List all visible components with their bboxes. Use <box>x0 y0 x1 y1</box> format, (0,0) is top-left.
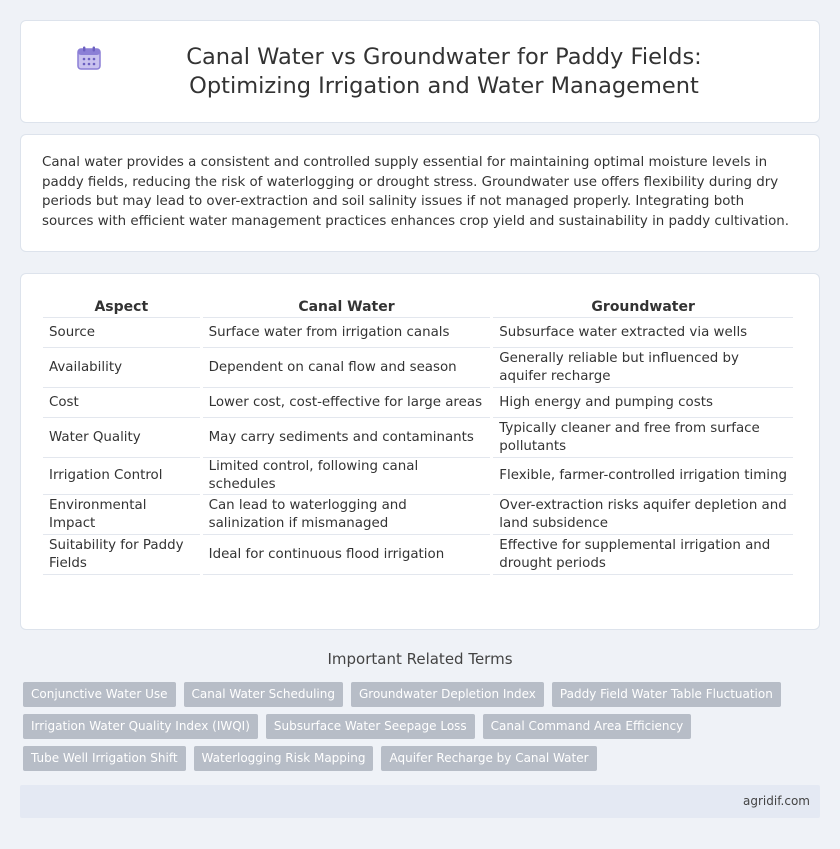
table-row <box>43 418 793 458</box>
cell-canal: Ideal for continuous flood irrigation <box>203 535 491 575</box>
tag-link[interactable]: Canal Command Area Efficiency <box>483 714 692 739</box>
header-card <box>20 20 820 123</box>
table-row <box>43 348 793 388</box>
title-wrap <box>76 43 764 101</box>
cell-ground: Over-extraction risks aquifer depletion and land subsidence <box>493 495 793 535</box>
tag-link[interactable]: Conjunctive Water Use <box>23 682 176 707</box>
cell-aspect: Source <box>43 318 200 348</box>
table-row <box>43 318 793 348</box>
table-row <box>43 495 793 535</box>
cell-aspect: Cost <box>43 388 200 418</box>
table-row <box>43 535 793 575</box>
comparison-table <box>40 296 796 575</box>
footer <box>20 785 820 818</box>
cell-canal: May carry sediments and contaminants <box>203 418 491 458</box>
cell-ground: Flexible, farmer-controlled irrigation timing <box>493 458 793 495</box>
header-groundwater: Groundwater <box>493 296 793 318</box>
tag-link[interactable]: Canal Water Scheduling <box>184 682 343 707</box>
cell-canal: Surface water from irrigation canals <box>203 318 491 348</box>
related-terms-tags <box>23 682 813 771</box>
intro-paragraph: Canal water provides a consistent and controlled supply essential for maintaining optimal moisture levels in paddy fields, reducing the risk of waterlogging or drought stress. Groundwater use offers flexibility during dry periods but may lead to over-extraction and soil salinity issues if not managed properly. Integrating both sources with efficient water management practices enhances crop yield and sustainability in paddy cultivation. <box>42 155 790 229</box>
tag-link[interactable]: Tube Well Irrigation Shift <box>23 746 186 771</box>
page-title: Canal Water vs Groundwater for Paddy Fields: Optimizing Irrigation and Water Management <box>186 43 702 99</box>
cell-canal: Limited control, following canal schedules <box>203 458 491 495</box>
table-row <box>43 458 793 495</box>
cell-ground: Effective for supplemental irrigation and drought periods <box>493 535 793 575</box>
cell-ground: Subsurface water extracted via wells <box>493 318 793 348</box>
comparison-table-card <box>20 273 820 630</box>
cell-aspect: Water Quality <box>43 418 200 458</box>
cell-ground: High energy and pumping costs <box>493 388 793 418</box>
related-terms-title: Important Related Terms <box>327 650 513 668</box>
cell-aspect: Suitability for Paddy Fields <box>43 535 200 575</box>
cell-canal: Lower cost, cost-effective for large areas <box>203 388 491 418</box>
table-row <box>43 388 793 418</box>
footer-site-link[interactable]: agridif.com <box>743 794 810 808</box>
table-header-row <box>43 296 793 318</box>
tag-link[interactable]: Subsurface Water Seepage Loss <box>266 714 475 739</box>
calendar-icon <box>76 45 102 71</box>
header-canal-water: Canal Water <box>203 296 491 318</box>
tag-link[interactable]: Waterlogging Risk Mapping <box>194 746 374 771</box>
tag-link[interactable]: Groundwater Depletion Index <box>351 682 544 707</box>
cell-aspect: Environmental Impact <box>43 495 200 535</box>
cell-ground: Typically cleaner and free from surface pollutants <box>493 418 793 458</box>
tag-link[interactable]: Irrigation Water Quality Index (IWQI) <box>23 714 258 739</box>
tag-link[interactable]: Aquifer Recharge by Canal Water <box>381 746 596 771</box>
cell-aspect: Irrigation Control <box>43 458 200 495</box>
cell-canal: Can lead to waterlogging and salinization if mismanaged <box>203 495 491 535</box>
header-aspect: Aspect <box>43 296 200 318</box>
cell-aspect: Availability <box>43 348 200 388</box>
cell-ground: Generally reliable but influenced by aquifer recharge <box>493 348 793 388</box>
intro-card <box>20 134 820 252</box>
cell-canal: Dependent on canal flow and season <box>203 348 491 388</box>
tag-link[interactable]: Paddy Field Water Table Fluctuation <box>552 682 781 707</box>
